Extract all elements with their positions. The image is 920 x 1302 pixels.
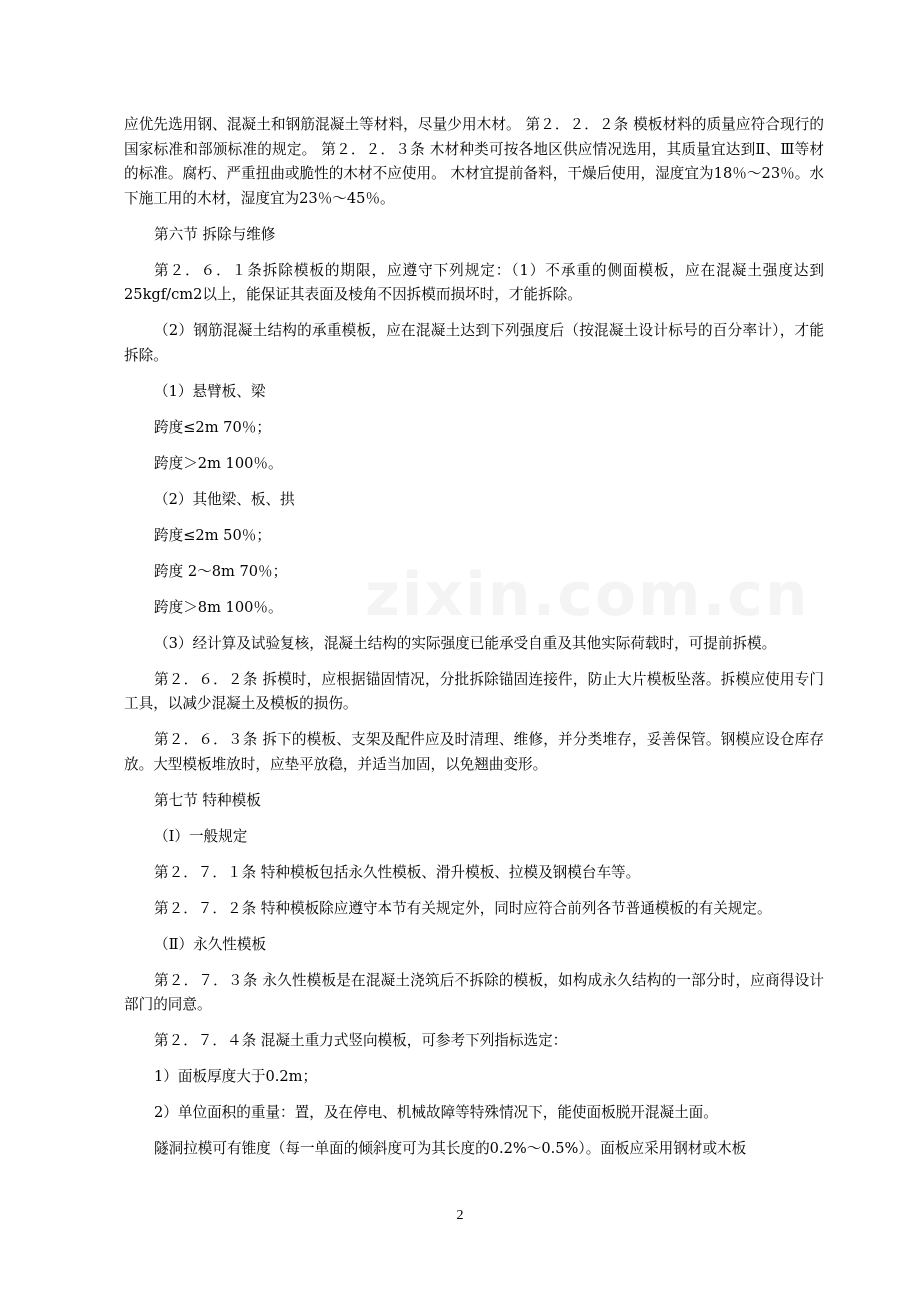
- list-item-cantilever: （1）悬臂板、梁: [154, 382, 266, 400]
- list-item-other: （2）其他梁、板、拱: [154, 490, 295, 508]
- paragraph-2-6-1: 第２．６．１条拆除模板的期限，应遵守下列规定：（1）不承重的侧面模板，应在混凝土强度达到25kgf/cm2以上，能保证其表面及棱角不因拆模而损坏时，才能拆除。: [124, 261, 824, 303]
- section-heading-6: 第六节 拆除与维修: [154, 225, 276, 243]
- paragraph-2-7-1: 第２．７．１条 特种模板包括永久性模板、滑升模板、拉模及钢模台车等。: [154, 863, 641, 881]
- list-item-span: 跨度≤2m 70％；: [154, 418, 271, 436]
- page-number: 2: [456, 1208, 464, 1223]
- paragraph-2-7-3: 第２．７．３条 永久性模板是在混凝土浇筑后不拆除的模板，如构成永久结构的一部分时，应商得设计部门的同意。: [124, 971, 824, 1013]
- section-heading-7: 第七节 特种模板: [154, 791, 261, 809]
- list-item-span: 跨度＞2m 100％。: [154, 454, 283, 472]
- list-item-span: 跨度 2～8m 70％；: [154, 562, 288, 580]
- subsection-permanent: （Ⅱ）永久性模板: [154, 935, 267, 953]
- paragraph-load-bearing: （2）钢筋混凝土结构的承重模板，应在混凝土达到下列强度后（按混凝土设计标号的百分率计），才能拆除。: [124, 322, 824, 364]
- list-item-weight: 2）单位面积的重量：置，及在停电、机械故障等特殊情况下，能使面板脱开混凝土面。: [154, 1104, 718, 1121]
- paragraph-2-6-2: 第２．６．２条 拆模时，应根据锚固情况，分批拆除锚固连接件，防止大片模板坠落。拆模应使用专门工具，以减少混凝土及模板的损伤。: [124, 670, 824, 712]
- paragraph-2-7-2: 第２．７．２条 特种模板除应遵守本节有关规定外，同时应符合前列各节普通模板的有关规定。: [154, 899, 772, 917]
- paragraph-2-7-4: 第２．７．４条 混凝土重力式竖向模板，可参考下列指标选定：: [154, 1032, 568, 1049]
- paragraph-2-6-3: 第２．６．３条 拆下的模板、支架及配件应及时清理、维修，并分类堆存，妥善保管。钢模应设仓库存放。大型模板堆放时，应垫平放稳，并适当加固，以免翘曲变形。: [124, 731, 824, 773]
- body-text: [124, 113, 824, 1162]
- paragraph-tunnel-form: 隧洞拉模可有锥度（每一单面的倾斜度可为其长度的0.2%～0.5%）。面板应采用钢材或木板: [154, 1140, 747, 1157]
- paragraph-materials: 应优先选用钢、混凝土和钢筋混凝土等材料，尽量少用木材。 第２．２．２条 模板材料的质量应符合现行的国家标准和部颁标准的规定。 第２．２．３条 木材种类可按各地区供应情况选用，其质量宜达到Ⅱ、Ⅲ等材的标准。腐朽、严重扭曲或脆性的木材不应使用。 木材宜提前备料，干燥后使用，湿度宜为18％～23％。水下施工用的木材，湿度宜为23％～45％。: [124, 116, 824, 207]
- list-item-span: 跨度≤2m 50％；: [154, 526, 271, 544]
- list-item-span: 跨度＞8m 100％。: [154, 598, 283, 616]
- subsection-general: （Ⅰ）一般规定: [154, 827, 248, 845]
- paragraph-early-removal: （3）经计算及试验复核，混凝土结构的实际强度已能承受自重及其他实际荷载时，可提前拆模。: [154, 634, 777, 652]
- list-item-thickness: 1）面板厚度大于0.2m；: [154, 1068, 318, 1085]
